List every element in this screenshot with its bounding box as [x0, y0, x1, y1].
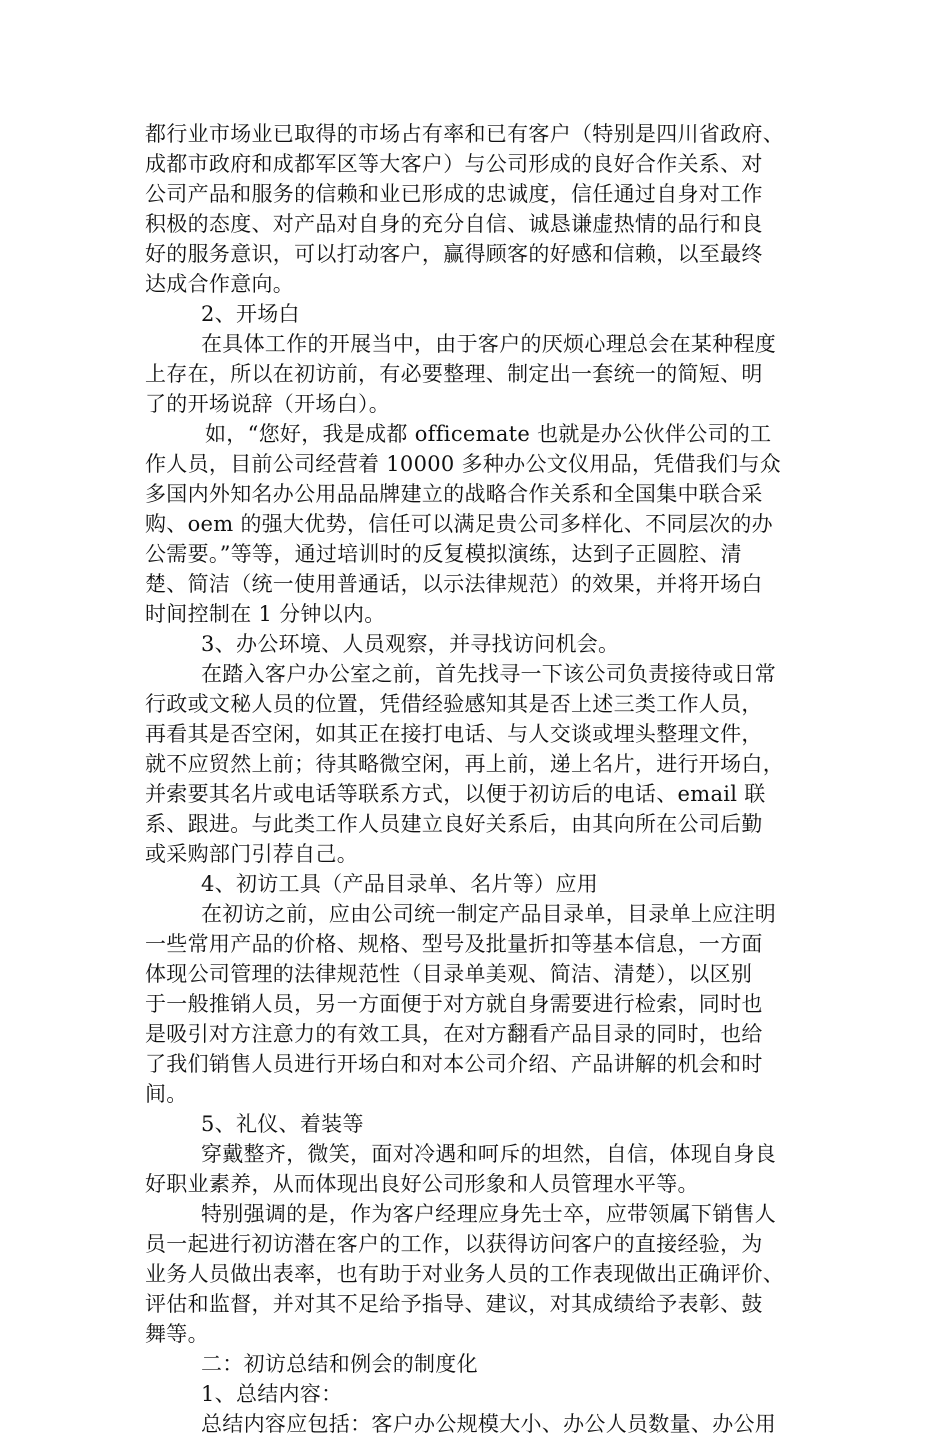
- text-line: 都行业市场业已取得的市场占有率和已有客户（特别是四川省政府、: [145, 122, 784, 146]
- text-line: 好的服务意识，可以打动客户，赢得顾客的好感和信赖，以至最终: [145, 242, 763, 266]
- paragraph: [145, 1409, 825, 1439]
- text-line: 成都市政府和成都军区等大客户）与公司形成的良好合作关系、对: [145, 152, 763, 176]
- text-line: 并索要其名片或电话等联系方式，以便于初访后的电话、email 联: [145, 782, 766, 806]
- text-line: 公需要。”等等，通过培训时的反复模拟演练，达到子正圆腔、清: [145, 542, 742, 566]
- section-heading: [145, 299, 825, 329]
- text-line: 多国内外知名办公用品品牌建立的战略合作关系和全国集中联合采: [145, 482, 763, 506]
- section-heading: [145, 1109, 825, 1139]
- paragraph: [145, 329, 825, 419]
- section-heading: [145, 1349, 825, 1379]
- text-line: 2、开场白: [201, 302, 300, 326]
- text-line: 穿戴整齐，微笑，面对冷遇和呵斥的坦然，自信，体现自身良: [201, 1142, 777, 1166]
- text-line: 是吸引对方注意力的有效工具，在对方翻看产品目录的同时，也给: [145, 1022, 763, 1046]
- text-line: 5、礼仪、着装等: [201, 1112, 364, 1136]
- text-line: 系、跟进。与此类工作人员建立良好关系后，由其向所在公司后勤: [145, 812, 763, 836]
- text-line: 于一般推销人员，另一方面便于对方就自身需要进行检索，同时也: [145, 992, 763, 1016]
- paragraph: [145, 659, 825, 869]
- text-line: 一些常用产品的价格、规格、型号及批量折扣等基本信息，一方面: [145, 932, 763, 956]
- paragraph: [145, 1139, 825, 1199]
- text-line: 好职业素养，从而体现出良好公司形象和人员管理水平等。: [145, 1172, 699, 1196]
- text-line: 行政或文秘人员的位置，凭借经验感知其是否上述三类工作人员，: [145, 692, 763, 716]
- text-line: 舞等。: [145, 1322, 209, 1346]
- section-heading: [145, 1379, 825, 1409]
- text-line: 二：初访总结和例会的制度化: [201, 1352, 478, 1376]
- text-line: 购、oem 的强大优势，信任可以满足贵公司多样化、不同层次的办: [145, 512, 773, 536]
- document-body: [145, 119, 825, 1439]
- text-line: 4、初访工具（产品目录单、名片等）应用: [201, 872, 599, 896]
- text-line: 公司产品和服务的信赖和业已形成的忠诚度，信任通过自身对工作: [145, 182, 763, 206]
- text-line: 特别强调的是，作为客户经理应身先士卒，应带领属下销售人: [201, 1202, 777, 1226]
- text-line: 在初访之前，应由公司统一制定产品目录单，目录单上应注明: [201, 902, 777, 926]
- text-line: 3、办公环境、人员观察，并寻找访问机会。: [201, 632, 620, 656]
- text-line: 再看其是否空闲，如其正在接打电话、与人交谈或埋头整理文件，: [145, 722, 763, 746]
- text-line: 积极的态度、对产品对自身的充分自信、诚恳谦虚热情的品行和良: [145, 212, 763, 236]
- text-line: 在具体工作的开展当中，由于客户的厌烦心理总会在某种程度: [201, 332, 777, 356]
- text-line: 体现公司管理的法律规范性（目录单美观、简洁、清楚），以区别: [145, 962, 753, 986]
- paragraph: [145, 419, 825, 629]
- text-line: 在踏入客户办公室之前，首先找寻一下该公司负责接待或日常: [201, 662, 777, 686]
- text-line: 楚、简洁（统一使用普通话，以示法律规范）的效果，并将开场白: [145, 572, 763, 596]
- paragraph: [145, 1199, 825, 1349]
- text-line: 员一起进行初访潜在客户的工作，以获得访问客户的直接经验，为: [145, 1232, 763, 1256]
- text-line: 时间控制在 1 分钟以内。: [145, 602, 386, 626]
- text-line: 业务人员做出表率，也有助于对业务人员的工作表现做出正确评价、: [145, 1262, 784, 1286]
- text-line: 了我们销售人员进行开场白和对本公司介绍、产品讲解的机会和时: [145, 1052, 763, 1076]
- text-line: 作人员，目前公司经营着 10000 多种办公文仪用品，凭借我们与众: [145, 452, 782, 476]
- text-line: 或采购部门引荐自己。: [145, 842, 358, 866]
- text-line: 评估和监督，并对其不足给予指导、建议，对其成绩给予表彰、鼓: [145, 1292, 763, 1316]
- text-line: 间。: [145, 1082, 188, 1106]
- text-line: 就不应贸然上前；待其略微空闲，再上前，递上名片，进行开场白，: [145, 752, 784, 776]
- paragraph: [145, 899, 825, 1109]
- section-heading: [145, 869, 825, 899]
- text-line: 上存在，所以在初访前，有必要整理、制定出一套统一的简短、明: [145, 362, 763, 386]
- text-line: 1、总结内容：: [201, 1382, 343, 1406]
- text-line: 达成合作意向。: [145, 272, 295, 296]
- paragraph: [145, 119, 825, 299]
- text-line: 如，“您好，我是成都 officemate 也就是办公伙伴公司的工: [205, 422, 772, 446]
- section-heading: [145, 629, 825, 659]
- text-line: 了的开场说辞（开场白）。: [145, 392, 391, 416]
- text-line: 总结内容应包括：客户办公规模大小、办公人员数量、办公用: [201, 1412, 777, 1436]
